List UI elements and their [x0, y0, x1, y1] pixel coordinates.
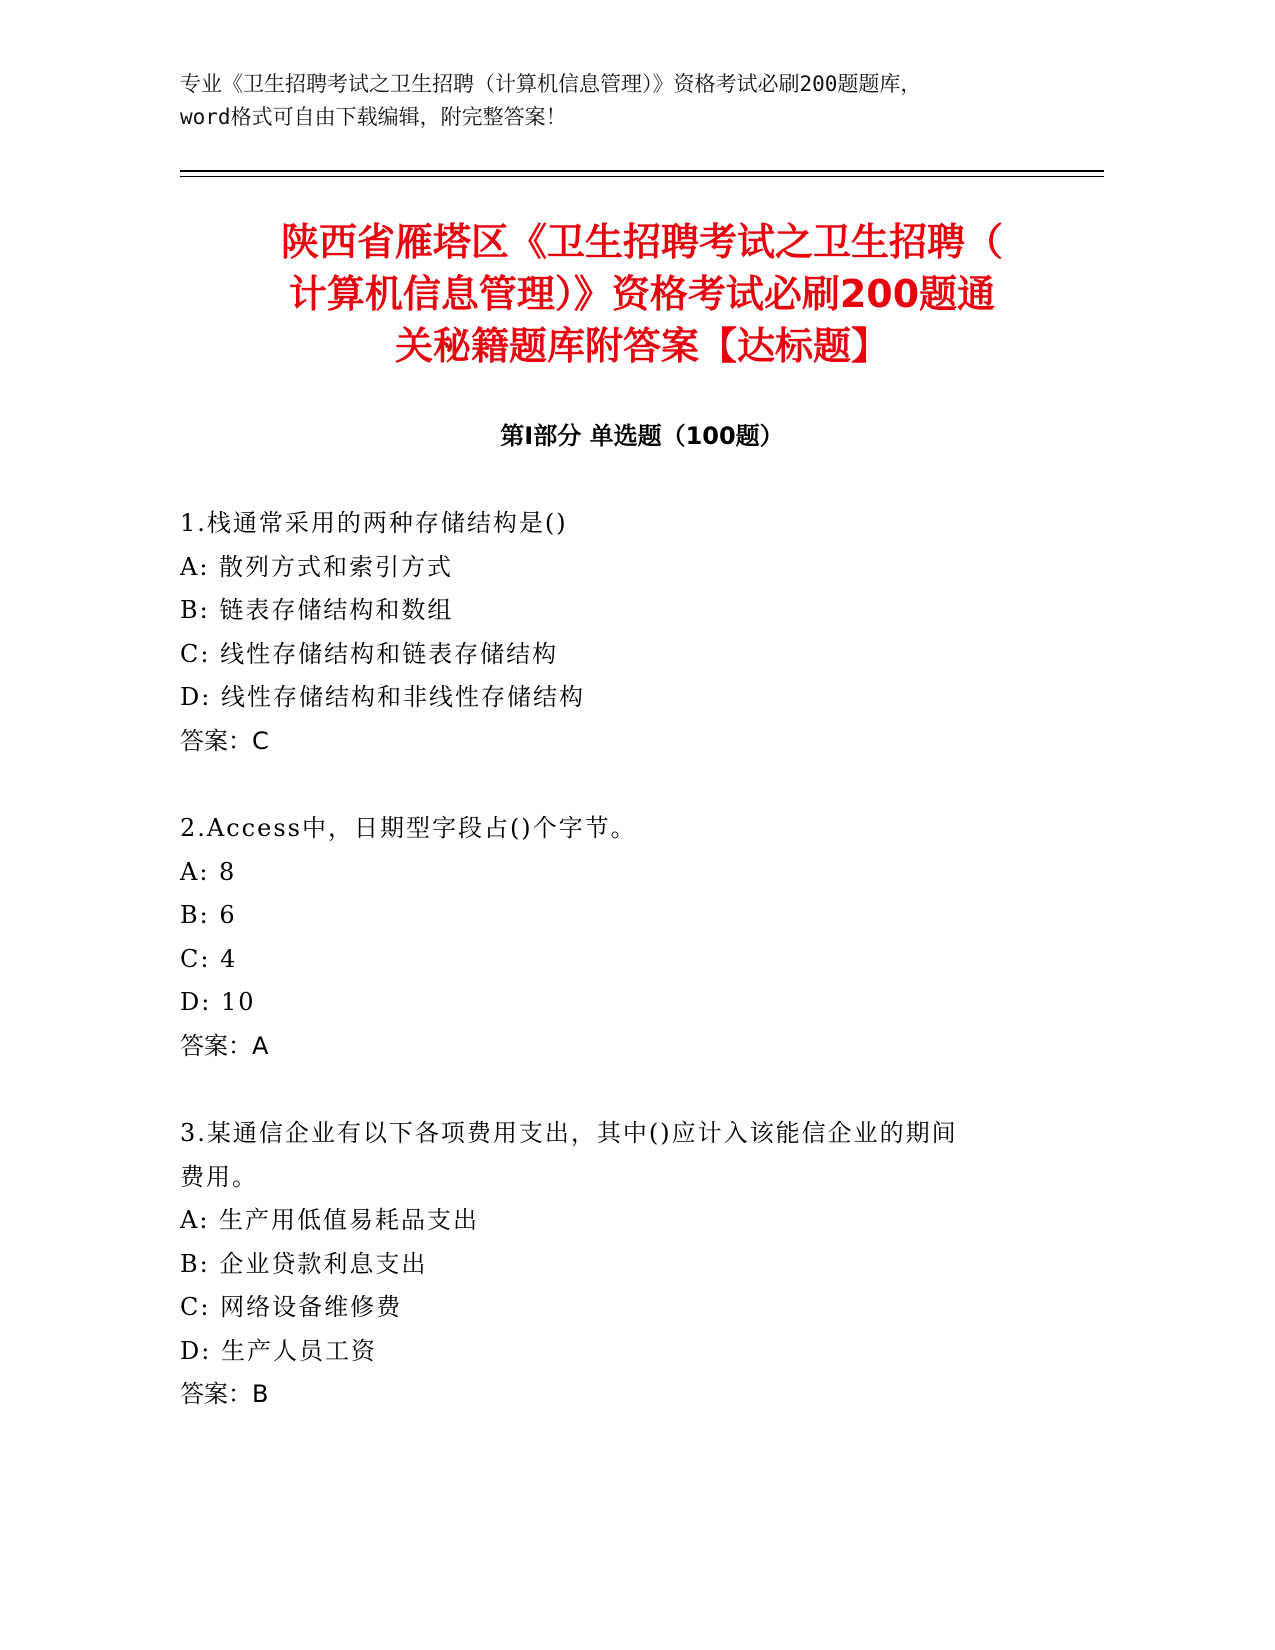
option-d: D: 线性存储结构和非线性存储结构 [180, 683, 585, 711]
option-b: B: 6 [180, 901, 237, 929]
question-1 [180, 502, 1110, 763]
option-b: B: 企业贷款利息支出 [180, 1249, 428, 1278]
option-d: D: 10 [180, 988, 256, 1016]
question-stem: 3.某通信企业有以下各项费用支出，其中()应计入该能信企业的期间 [180, 1119, 958, 1147]
option-a: A: 生产用低值易耗品支出 [180, 1206, 480, 1234]
question-list [180, 502, 1110, 1461]
document-title [180, 216, 1104, 372]
header-note [180, 68, 1100, 134]
question-2 [180, 807, 1110, 1068]
header-note-line-2: word格式可自由下载编辑，附完整答案！ [180, 105, 567, 129]
option-b: B: 链表存储结构和数组 [180, 596, 454, 624]
option-a: A: 散列方式和索引方式 [180, 552, 454, 581]
question-stem: 1.栈通常采用的两种存储结构是() [180, 509, 568, 537]
question-stem-continued: 费用。 [180, 1162, 258, 1191]
question-3 [180, 1112, 1110, 1417]
section-title: 第Ⅰ部分 单选题（100题） [500, 422, 784, 450]
answer: 答案：A [180, 1031, 269, 1060]
header-divider-thick [180, 170, 1104, 172]
question-stem: 2.Access中，日期型字段占()个字节。 [180, 814, 637, 842]
answer: 答案：C [180, 726, 269, 755]
option-d: D: 生产人员工资 [180, 1336, 377, 1365]
option-c: C: 网络设备维修费 [180, 1293, 403, 1321]
document-title-line-3: 关秘籍题库附答案【达标题】 [394, 324, 889, 368]
header-divider-thin [180, 176, 1104, 177]
document-title-line-1: 陕西省雁塔区《卫生招聘考试之卫生招聘（ [280, 220, 1003, 264]
answer: 答案：B [180, 1380, 269, 1408]
header-note-line-1: 专业《卫生招聘考试之卫生招聘（计算机信息管理）》资格考试必刷200题题库， [180, 72, 922, 96]
option-c: C: 线性存储结构和链表存储结构 [180, 639, 559, 668]
option-a: A: 8 [180, 857, 237, 886]
document-title-line-2: 计算机信息管理）》资格考试必刷200题通 [288, 272, 996, 316]
option-c: C: 4 [180, 944, 238, 973]
